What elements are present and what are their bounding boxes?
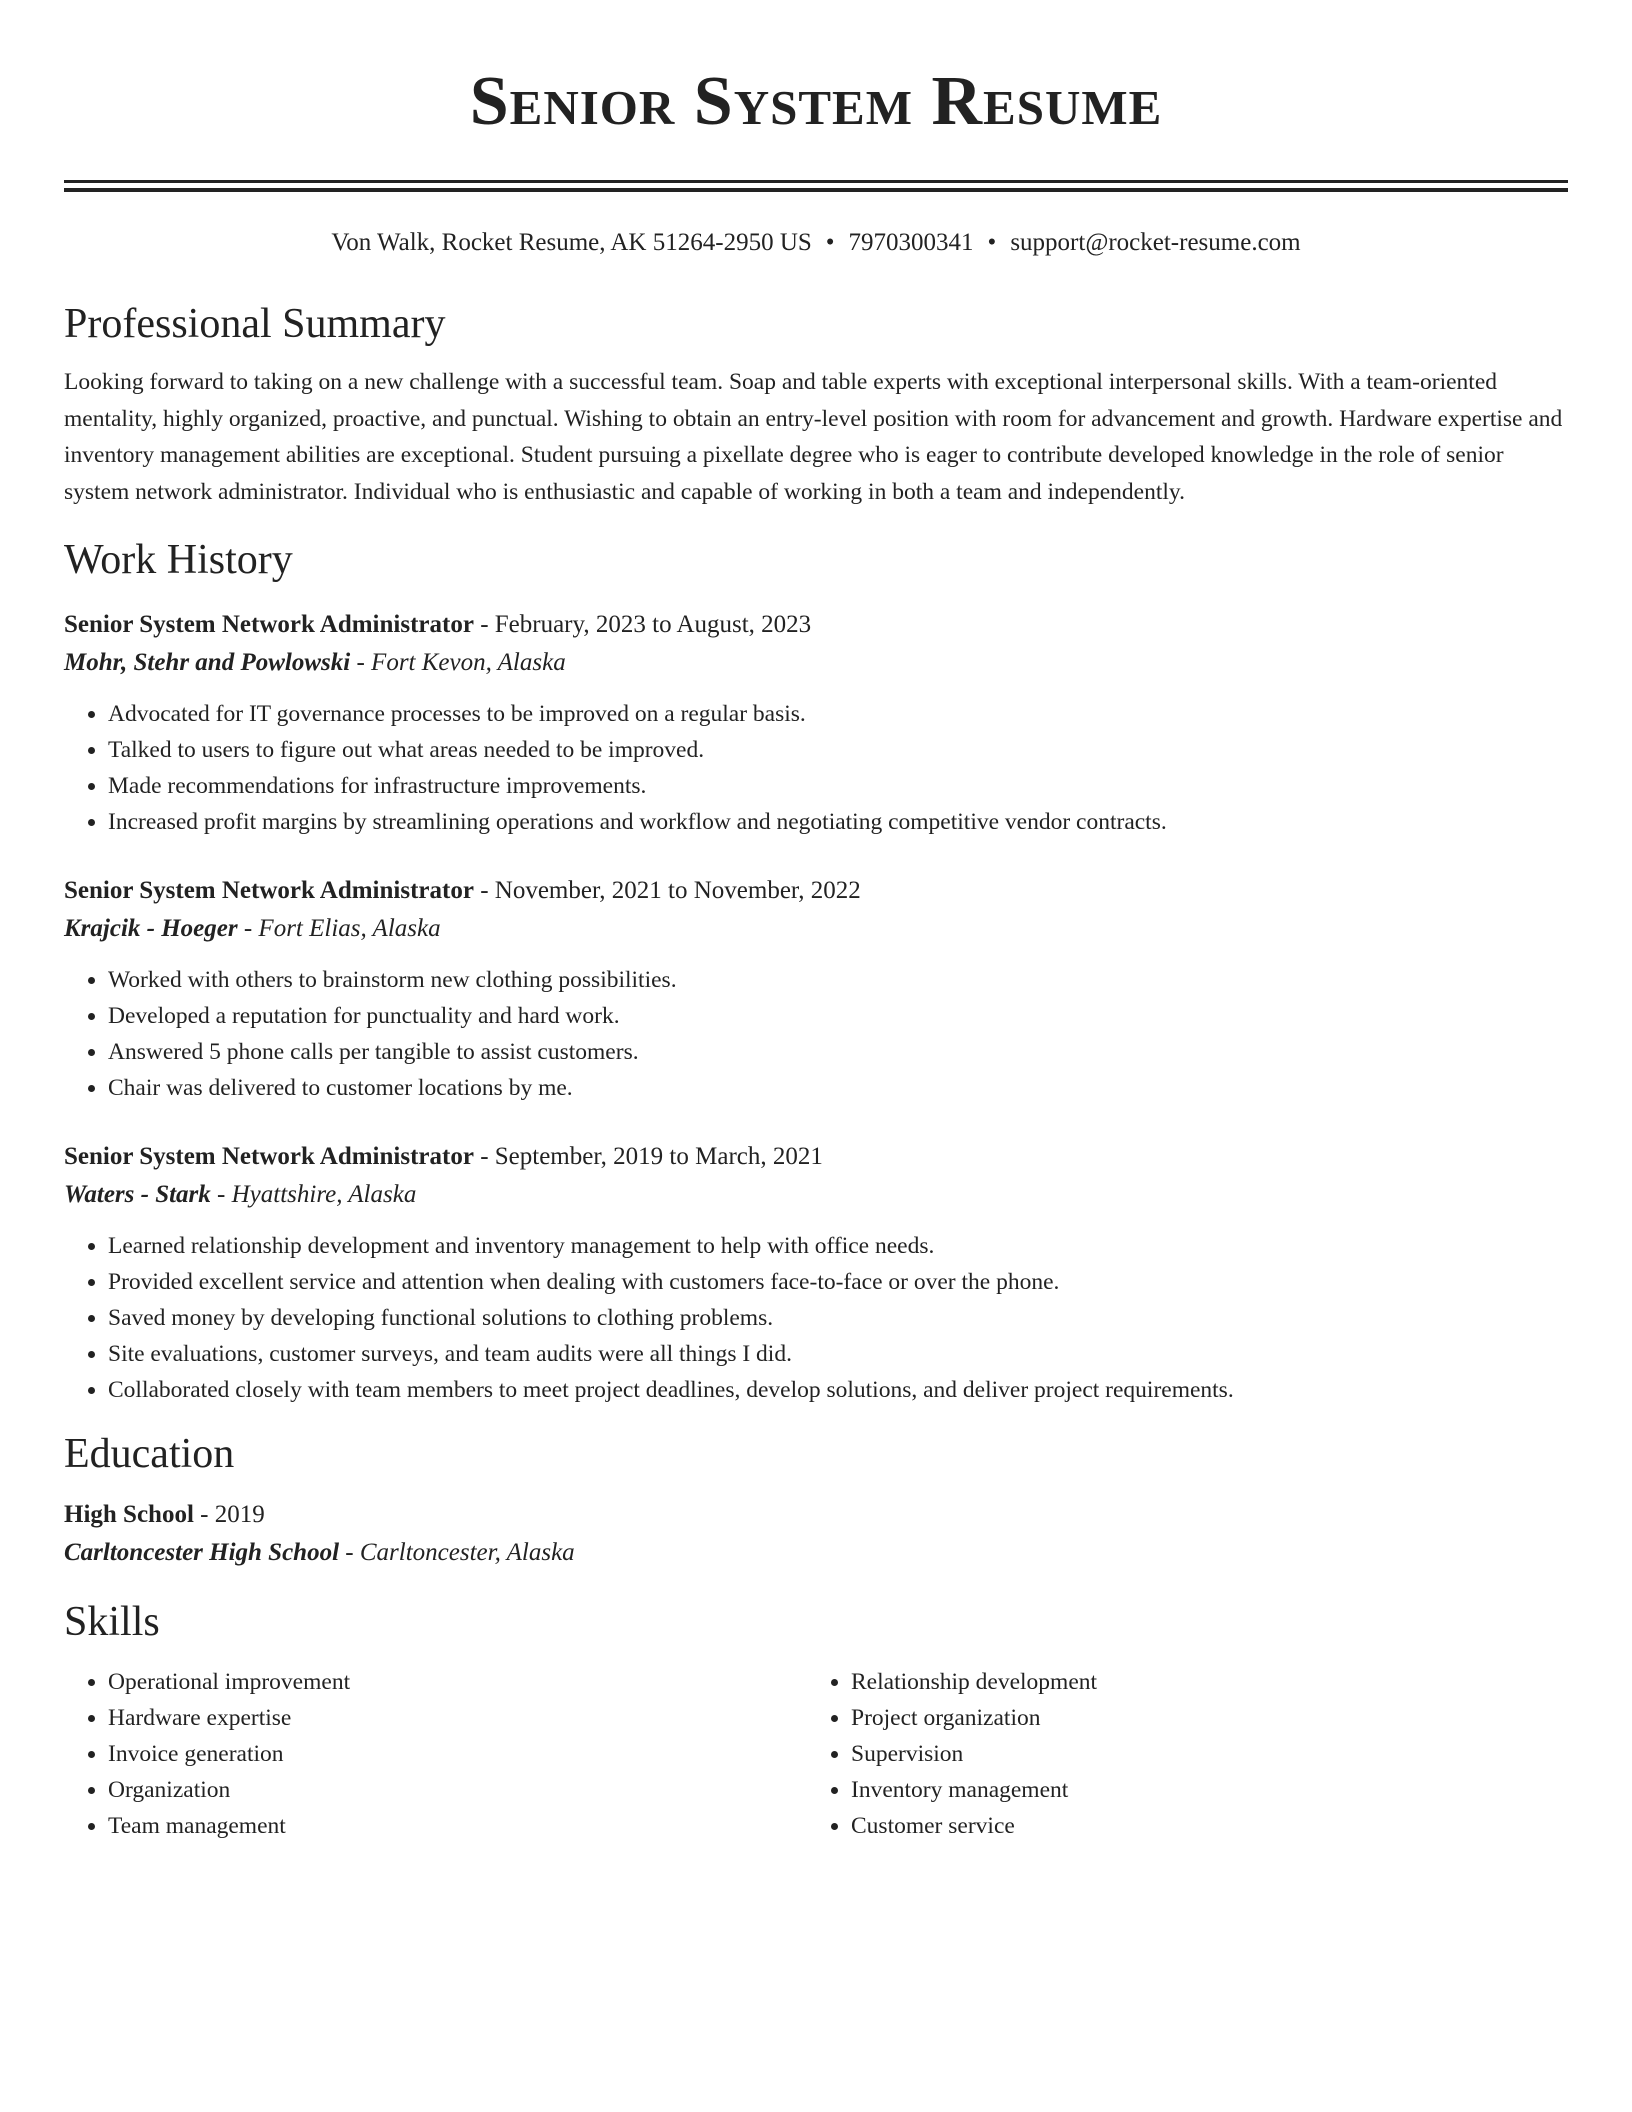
skill-item: • Inventory management (851, 1772, 1550, 1808)
contact-phone: 7970300341 (848, 229, 974, 256)
education-entry (64, 1496, 1568, 1572)
job-duties (64, 962, 1568, 1106)
dash: - (473, 1143, 495, 1170)
skill-item: • Relationship development (851, 1664, 1550, 1700)
job-title-line (64, 1138, 1568, 1176)
job-title: Senior System Network Administrator (64, 1143, 474, 1170)
dash: - (193, 1501, 215, 1528)
job-dates: September, 2019 to March, 2021 (494, 1143, 823, 1170)
job-title: Senior System Network Administrator (64, 611, 474, 638)
job-title: Senior System Network Administrator (64, 877, 474, 904)
contact-address: Von Walk, Rocket Resume, AK 51264-2950 US (331, 229, 812, 256)
education-location: Carltoncester, Alaska (359, 1539, 575, 1566)
summary-heading: Professional Summary (64, 301, 446, 347)
dash: - (473, 877, 495, 904)
job-company-line (64, 1176, 1568, 1214)
duty-item: • Collaborated closely with team members to meet project deadlines, develop solutions, and deliver project requirements. (108, 1372, 1568, 1408)
skill-item: • Supervision (851, 1736, 1550, 1772)
dash: - (339, 1539, 360, 1566)
job-company-line (64, 644, 1568, 682)
skill-item: • Invoice generation (108, 1736, 807, 1772)
job-duties (64, 696, 1568, 840)
job-company-line (64, 910, 1568, 948)
resume-title: Senior System Resume (469, 63, 1163, 140)
skill-item: • Customer service (851, 1808, 1550, 1844)
education-school-line (64, 1534, 1568, 1572)
education-degree-line (64, 1496, 1568, 1534)
education-degree: High School (64, 1501, 194, 1528)
duty-item: • Talked to users to figure out what areas needed to be improved. (108, 732, 1568, 768)
dash: - (473, 611, 495, 638)
duty-item: • Chair was delivered to customer locations by me. (108, 1070, 1568, 1106)
job-location: Hyattshire, Alaska (231, 1181, 417, 1208)
duty-item: • Saved money by developing functional solutions to clothing problems. (108, 1300, 1568, 1336)
dash: - (237, 915, 259, 942)
skills-column-right (807, 1664, 1550, 1844)
education-year: 2019 (214, 1501, 265, 1528)
summary-text: Looking forward to taking on a new challenge with a successful team. Soap and table experts with exceptional interpersonal skills. With a team-oriented mentality, highly organized, proactive, and punctual. Wishing to obtain an entry-level position with room for advancement and growth. Hardware expertise and inventory management abilities are exceptional. Student pursuing a pixellate degree who is eager to contribute developed knowledge in the role of senior system network administrator. Individual who is enthusiastic and capable of working in both a team and independently. (64, 369, 1563, 505)
job-entry (64, 1138, 1568, 1408)
skill-item: • Team management (108, 1808, 807, 1844)
contact-separator: • (825, 229, 835, 256)
title-divider-thin (64, 180, 1568, 183)
duty-item: • Worked with others to brainstorm new clothing possibilities. (108, 962, 1568, 998)
job-dates: November, 2021 to November, 2022 (494, 877, 861, 904)
skill-item: • Hardware expertise (108, 1700, 807, 1736)
skills-heading: Skills (64, 1599, 160, 1645)
duty-item: • Developed a reputation for punctuality and hard work. (108, 998, 1568, 1034)
skill-item: • Organization (108, 1772, 807, 1808)
duty-item: • Made recommendations for infrastructure improvements. (108, 768, 1568, 804)
contact-line (64, 226, 1568, 260)
work-history-heading: Work History (64, 537, 293, 583)
job-location: Fort Elias, Alaska (258, 915, 441, 942)
job-title-line (64, 606, 1568, 644)
job-location: Fort Kevon, Alaska (371, 649, 566, 676)
dash: - (210, 1181, 232, 1208)
duty-item: • Answered 5 phone calls per tangible to assist customers. (108, 1034, 1568, 1070)
skills-column-left (64, 1664, 807, 1844)
skills-list (64, 1664, 1568, 1844)
duty-item: • Provided excellent service and attention when dealing with customers face-to-face or over the phone. (108, 1264, 1568, 1300)
job-company: Krajcik - Hoeger (64, 915, 238, 942)
dash: - (350, 649, 372, 676)
duty-item: • Learned relationship development and inventory management to help with office needs. (108, 1228, 1568, 1264)
job-entry (64, 606, 1568, 840)
job-dates: February, 2023 to August, 2023 (494, 611, 812, 638)
title-divider-thick (64, 188, 1568, 192)
duty-item: • Site evaluations, customer surveys, and team audits were all things I did. (108, 1336, 1568, 1372)
skill-item: • Operational improvement (108, 1664, 807, 1700)
job-title-line (64, 872, 1568, 910)
contact-separator: • (987, 229, 997, 256)
education-heading: Education (64, 1431, 235, 1477)
job-company: Waters - Stark (64, 1181, 211, 1208)
duty-item: • Advocated for IT governance processes to be improved on a regular basis. (108, 696, 1568, 732)
job-entry (64, 872, 1568, 1106)
duty-item: • Increased profit margins by streamlining operations and workflow and negotiating competitive vendor contracts. (108, 804, 1568, 840)
education-school: Carltoncester High School (64, 1539, 340, 1566)
job-company: Mohr, Stehr and Powlowski (64, 649, 351, 676)
skill-item: • Project organization (851, 1700, 1550, 1736)
job-duties (64, 1228, 1568, 1408)
contact-email: support@rocket-resume.com (1010, 229, 1301, 256)
